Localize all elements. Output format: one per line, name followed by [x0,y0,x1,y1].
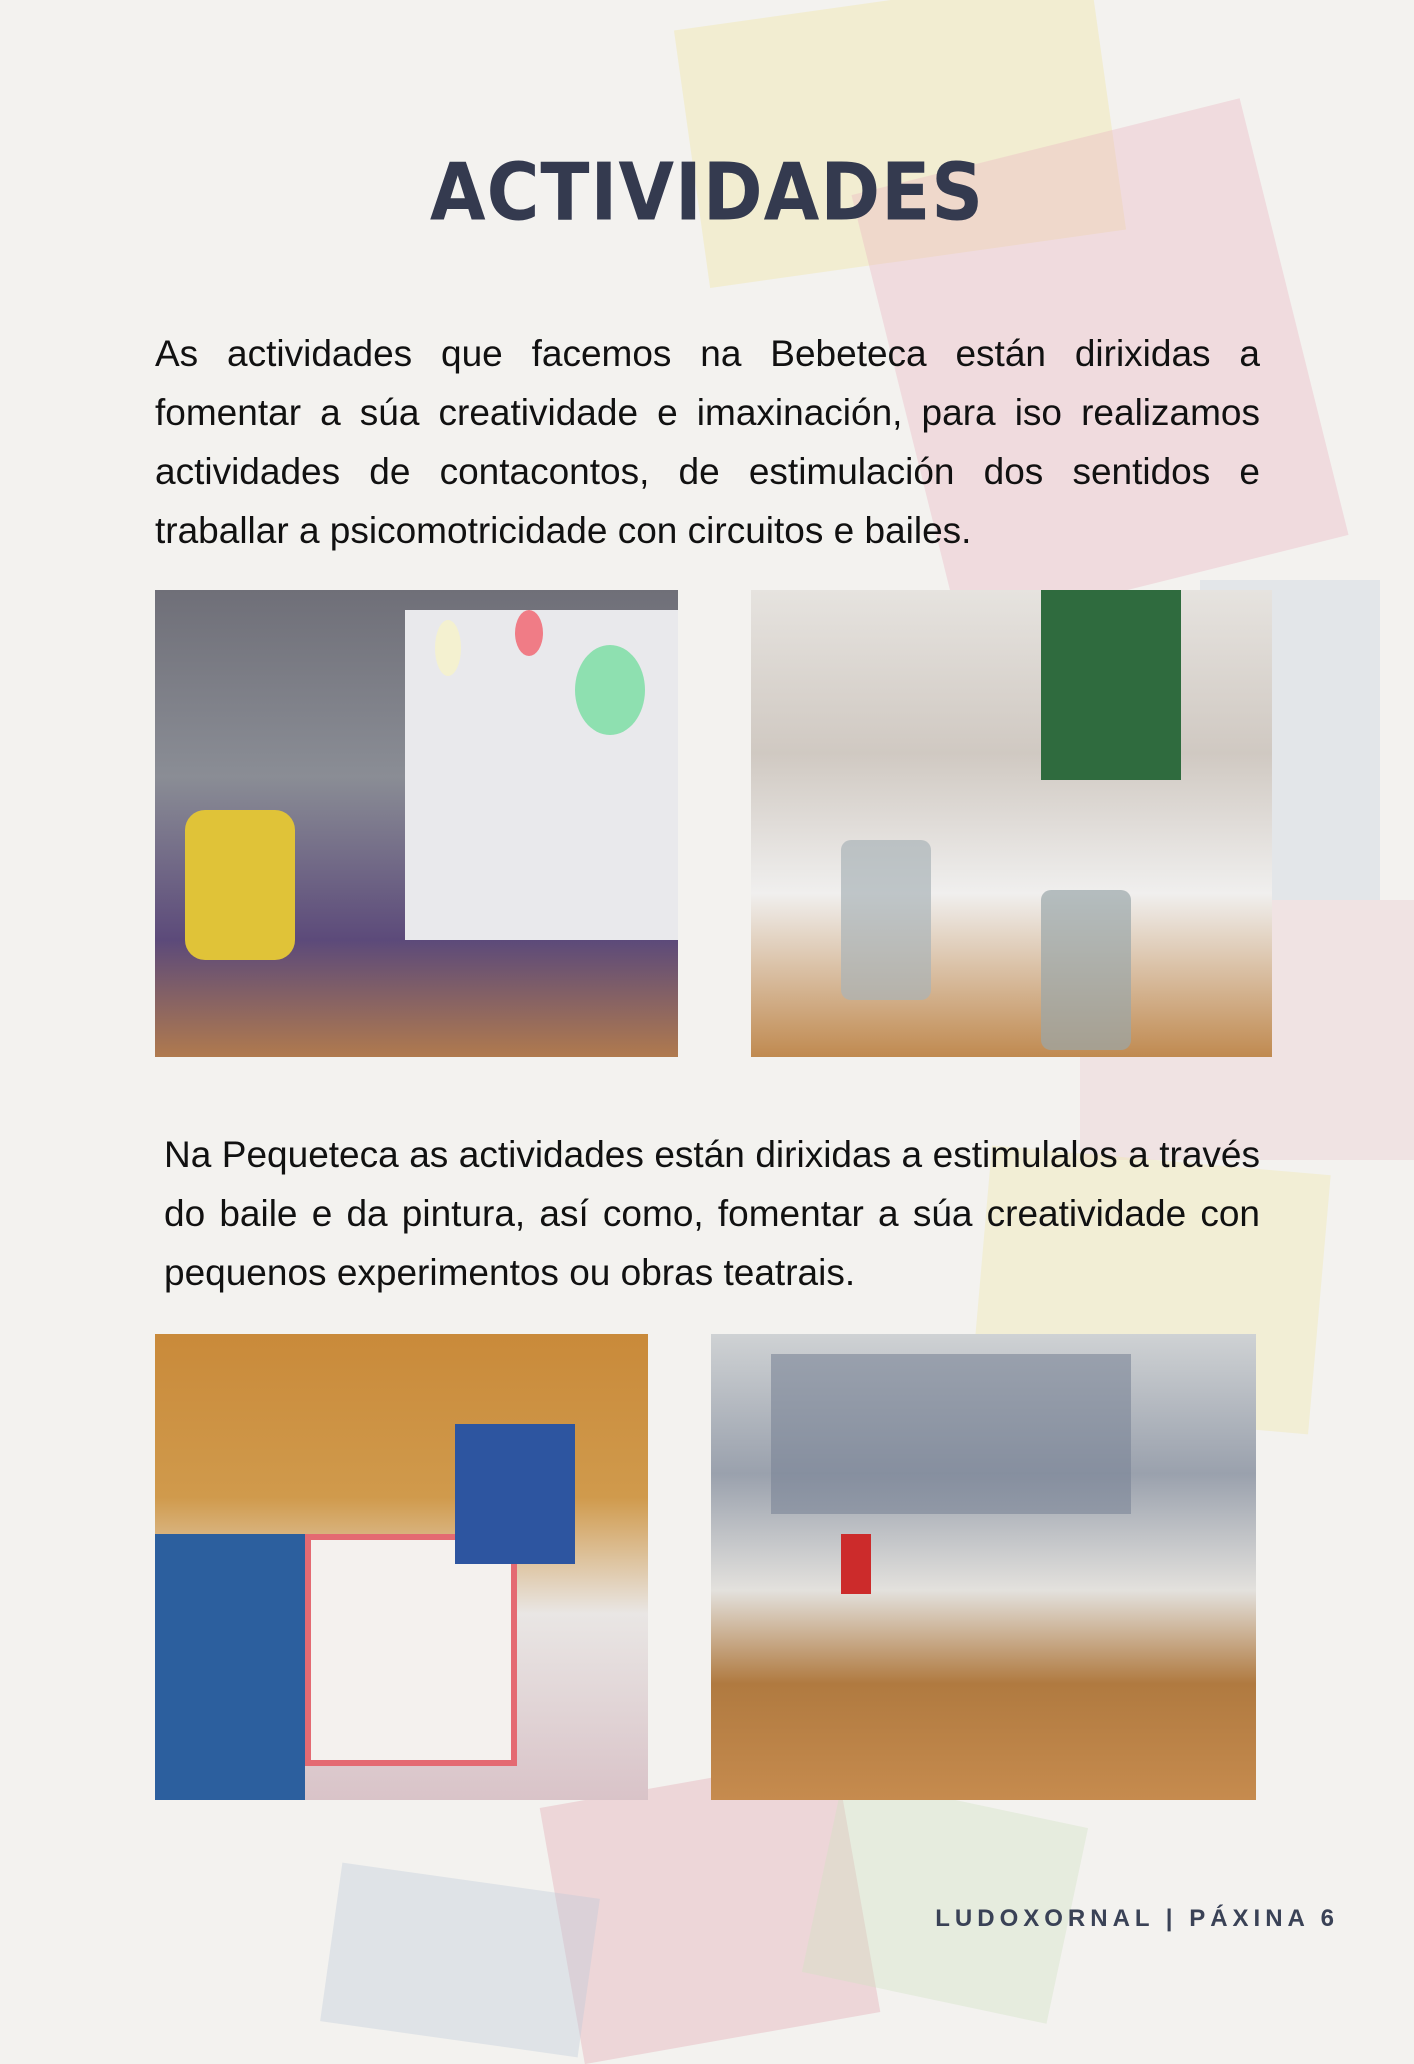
photo-sensory-jars [751,590,1272,1057]
page-title: ACTIVIDADES [429,145,985,239]
pequeteca-paragraph: Na Pequeteca as actividades están dirixidas a estimulalos a través do baile e da pintura, así como, fomentar a súa creatividade con pequenos experimentos ou obras teatrais. [164,1134,1260,1293]
bebeteca-paragraph: As actividades que facemos na Bebeteca están dirixidas a fomentar a súa creatividade e imaxinación, para iso realizamos actividades de contacontos, de estimulación dos sentidos e traballar a psicomotricidade con circuitos e bailes. [155,333,1260,551]
photo-painting [155,1334,648,1800]
page-footer: LUDOXORNAL | PÁXINA 6 [935,1905,1339,1932]
photo-storytelling [155,590,678,1057]
photo-dancing [711,1334,1256,1800]
